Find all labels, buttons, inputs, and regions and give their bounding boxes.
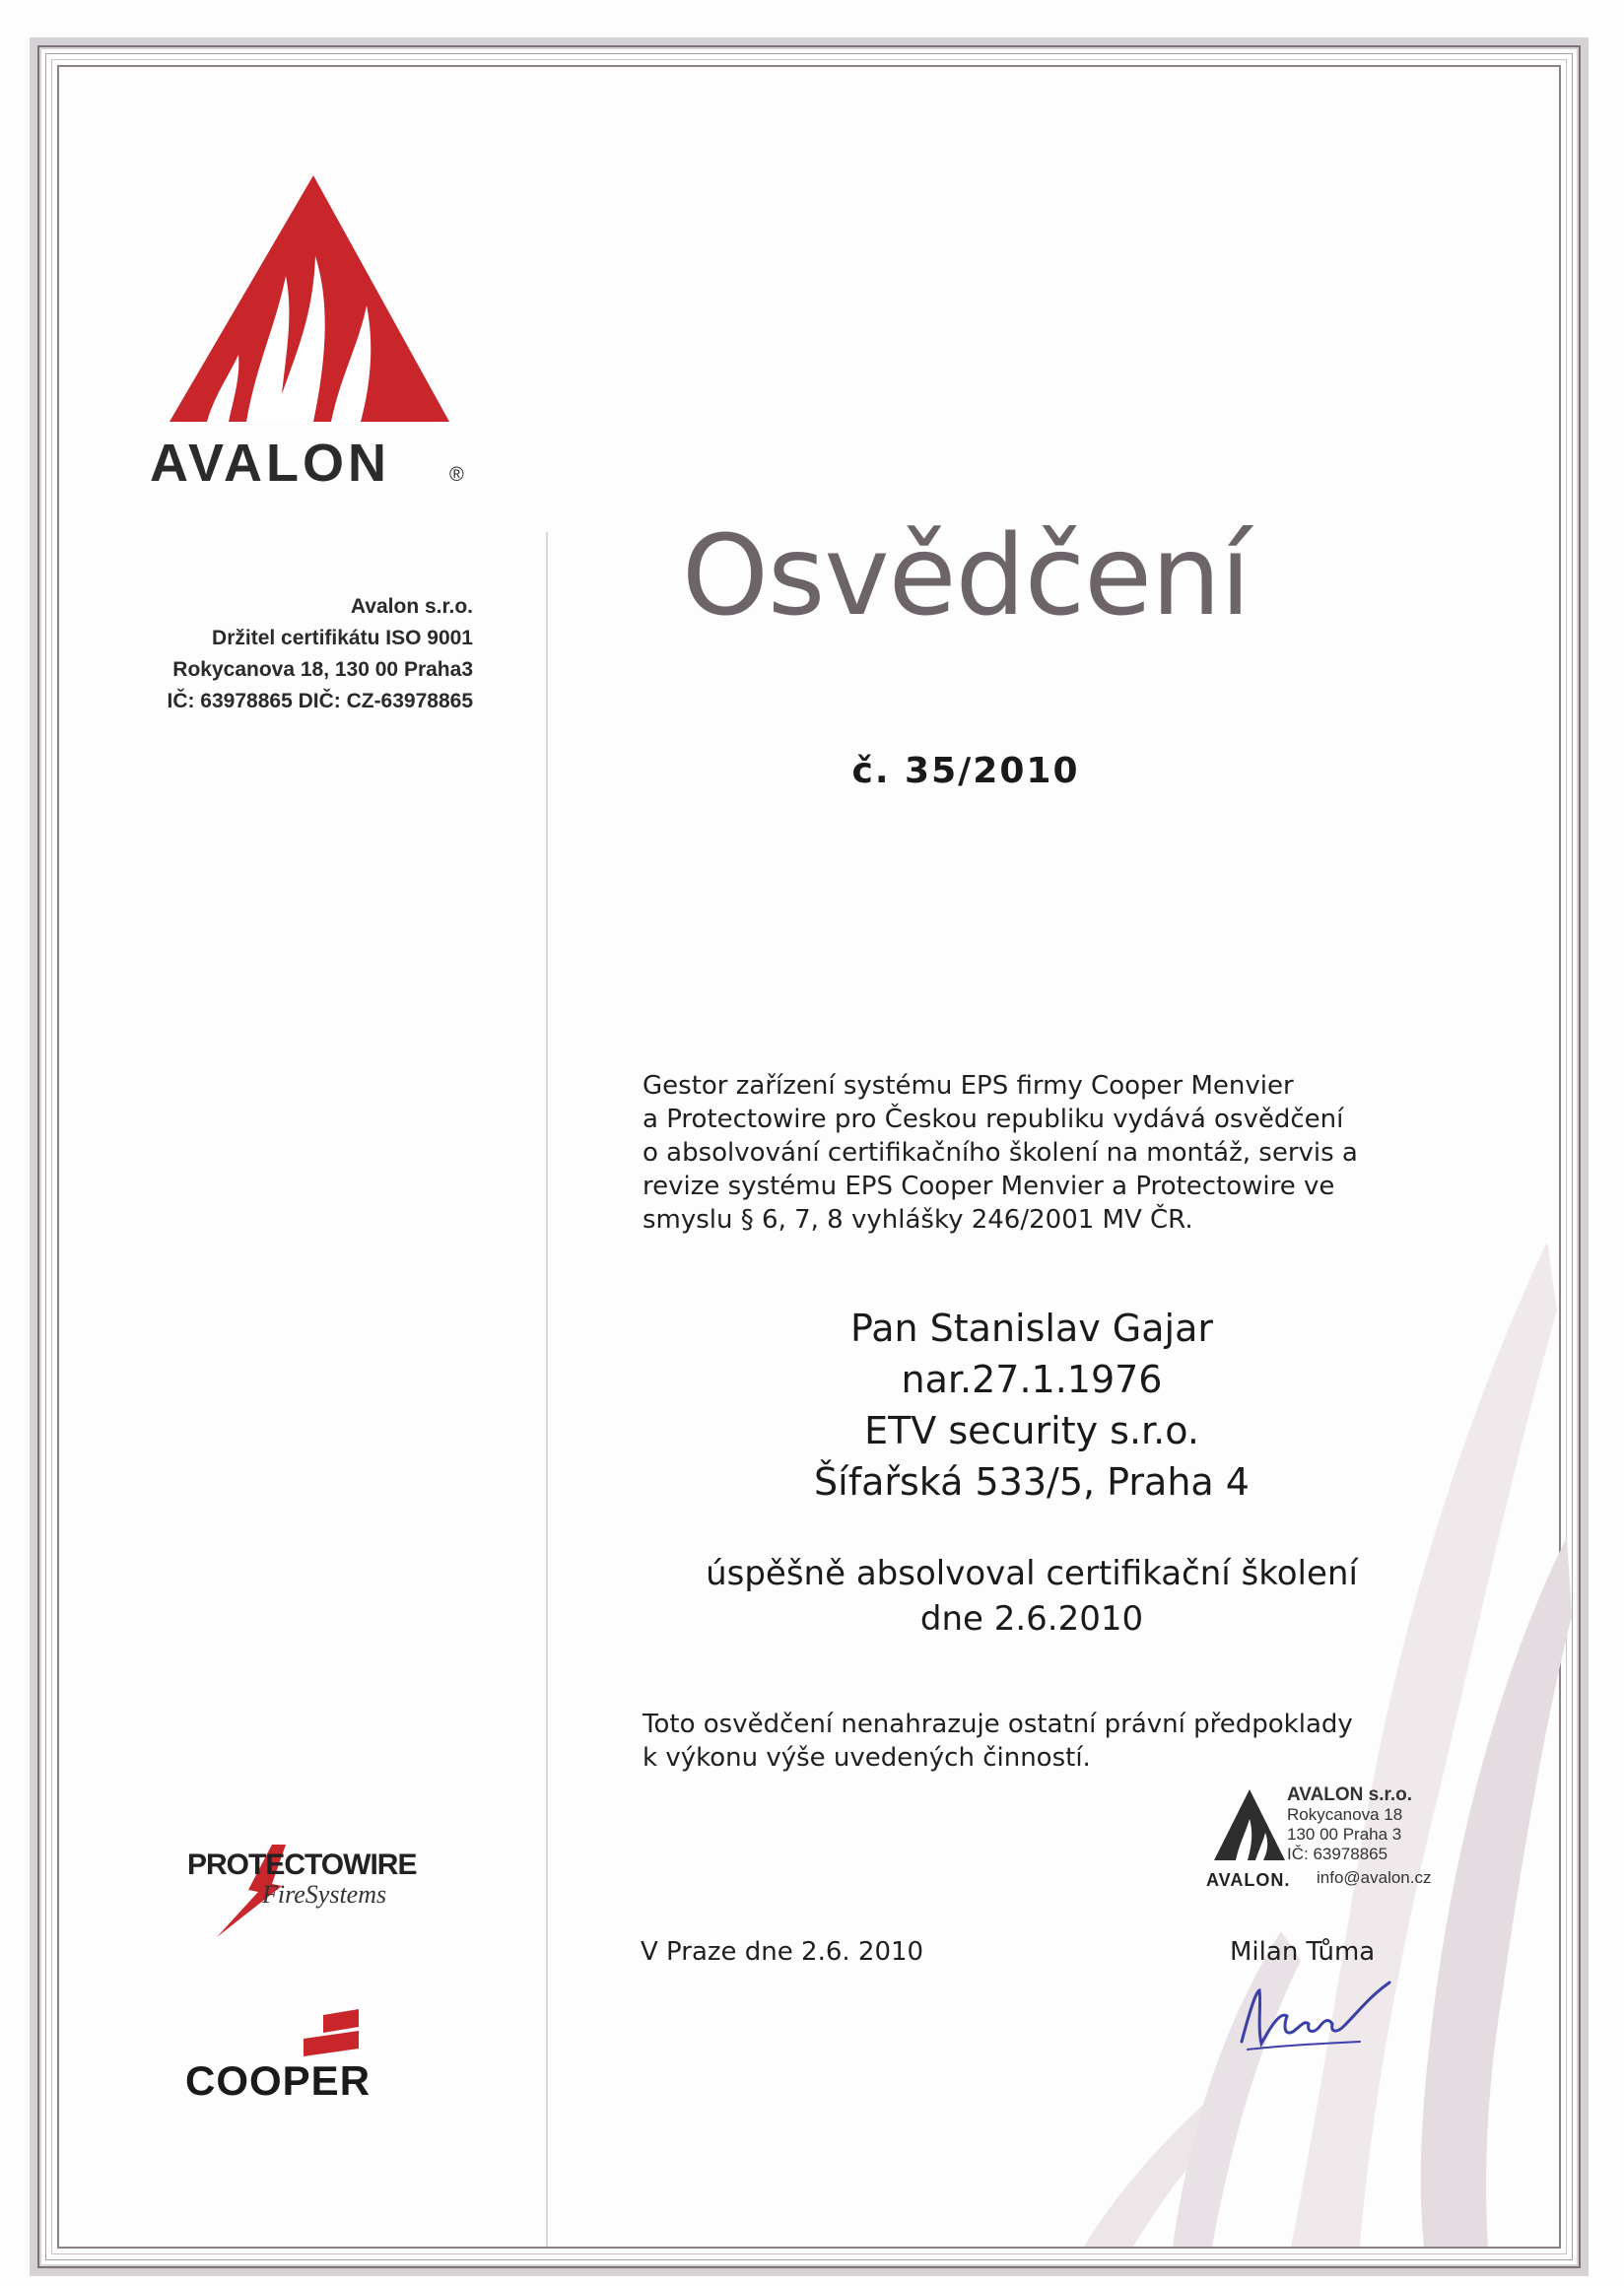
intro-line: smyslu § 6, 7, 8 vyhlášky 246/2001 MV ČR. [643,1205,1193,1235]
company-ids: IČ: 63978865 DIČ: CZ-63978865 [167,690,473,712]
company-iso: Držitel certifikátu ISO 9001 [212,627,473,649]
intro-paragraph [643,1069,1421,1237]
stamp-address-line: Rokycanova 18 [1287,1805,1403,1824]
registered-mark: ® [449,464,464,486]
certificate-title: Osvědčení [681,512,1251,640]
avalon-logo-text: AVALON [150,434,390,493]
note-line: k výkonu výše uvedených činností. [643,1743,1091,1773]
note-line: Toto osvědčení nenahrazuje ostatní právní předpoklady [643,1710,1353,1739]
protectowire-logo-text: PROTECTOWIRE [187,1849,417,1881]
result-block [643,1551,1421,1642]
recipient-name: Pan Stanislav Gajar [849,1307,1213,1350]
result-statement: úspěšně absolvoval certifikační školení [706,1554,1358,1593]
place-date: V Praze dne 2.6. 2010 [641,1937,924,1967]
intro-line: o absolvování certifikačního školení na montáž, servis a [643,1138,1358,1168]
stamp-address-line: 130 00 Praha 3 [1287,1825,1402,1844]
recipient-company: ETV security s.r.o. [864,1409,1199,1452]
recipient-address: Šífařská 533/5, Praha 4 [814,1460,1250,1504]
stamp-brand: AVALON. [1206,1870,1291,1890]
handwritten-signature [1222,1973,1399,2061]
stamp-email: info@avalon.cz [1317,1868,1432,1887]
stamp-address-line: IČ: 63978865 [1287,1845,1388,1863]
intro-line: a Protectowire pro Českou republiku vydává osvědčení [643,1105,1344,1134]
disclaimer-note [643,1708,1421,1775]
recipient-birthdate: nar.27.1.1976 [901,1358,1163,1401]
certificate-number: č. 35/2010 [851,751,1080,791]
company-address: Rokycanova 18, 130 00 Praha3 [172,658,473,681]
avalon-logo-icon [138,168,473,493]
cooper-logo-text: COOPER [185,2057,372,2104]
stamp-text [1287,1785,1412,1864]
company-name: Avalon s.r.o. [350,595,473,618]
signer-name: Milan Tůma [1230,1937,1376,1967]
protectowire-logo-subtext: FireSystems [262,1880,387,1909]
intro-line: revize systému EPS Cooper Menvier a Protectowire ve [643,1172,1335,1201]
intro-line: Gestor zařízení systému EPS firmy Cooper Menvier [643,1071,1294,1101]
vertical-divider [546,532,548,2247]
stamp-company: AVALON s.r.o. [1287,1784,1413,1805]
company-info [99,591,473,717]
recipient-block [643,1303,1421,1508]
result-date: dne 2.6.2010 [919,1599,1144,1639]
